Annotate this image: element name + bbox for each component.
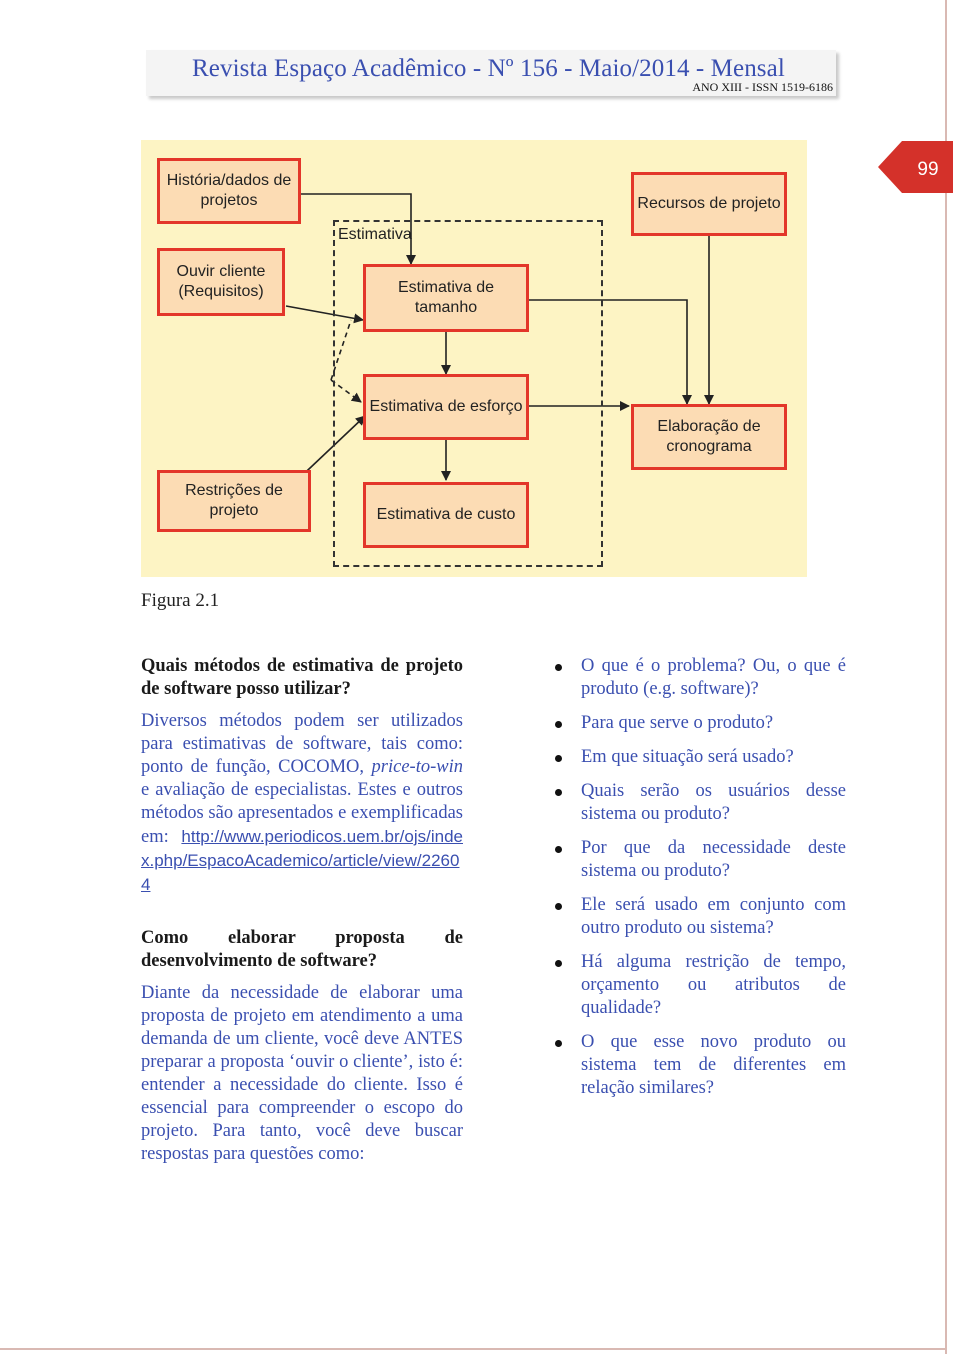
page-number: 99 bbox=[917, 159, 939, 180]
box-historia: História/dados de projetos bbox=[157, 158, 301, 224]
list-item: Quais serão os usuários desse sistema ou produto? bbox=[581, 780, 846, 826]
estimation-diagram bbox=[141, 140, 807, 577]
page-number-tab bbox=[878, 141, 953, 193]
bullet-icon bbox=[555, 664, 562, 671]
paragraph-proposta: Diante da necessidade de elaborar uma proposta de projeto em atendimento a uma demanda de um cliente, você deve ANTES preparar a proposta ‘ouvir o cliente’, isto é: entender a necessidade do cliente. Isso é essencial para compreender o escopo do projeto. Para tanto, você deve buscar respostas para questões como: bbox=[141, 983, 463, 1164]
bullet-icon bbox=[555, 789, 562, 796]
left-column bbox=[141, 655, 463, 1175]
article-link[interactable]: http://www.periodicos.uem.br/ojs/index.php/EspacoAcademico/article/view/22604 bbox=[141, 827, 463, 894]
right-column bbox=[581, 655, 846, 1111]
box-ouvir-cliente: Ouvir cliente (Requisitos) bbox=[157, 248, 285, 316]
bullet-icon bbox=[555, 721, 562, 728]
paragraph-metodos-italic: price-to-win bbox=[371, 757, 463, 777]
list-item: Há alguma restrição de tempo, orçamento ou atributos de qualidade? bbox=[581, 951, 846, 1020]
list-item: Ele será usado em conjunto com outro produto ou sistema? bbox=[581, 894, 846, 940]
box-recursos: Recursos de projeto bbox=[631, 172, 787, 236]
box-restricoes: Restrições de projeto bbox=[157, 470, 311, 532]
bullet-icon bbox=[555, 903, 562, 910]
journal-issn: ANO XIII - ISSN 1519-6186 bbox=[692, 80, 833, 94]
box-estimativa-esforco: Estimativa de esforço bbox=[363, 374, 529, 440]
bullet-icon bbox=[555, 960, 562, 967]
list-item: O que é o problema? Ou, o que é produto (e.g. software)? bbox=[581, 655, 846, 701]
paragraph-metodos-part2: e avaliação de especialistas. Estes e outros métodos são apresentados e exemplificadas em: bbox=[141, 780, 463, 847]
list-item: O que esse novo produto ou sistema tem de diferentes em relação similares? bbox=[581, 1031, 846, 1100]
bullet-icon bbox=[555, 1040, 562, 1047]
paragraph-metodos bbox=[141, 710, 463, 897]
list-item: Em que situação será usado? bbox=[581, 746, 846, 769]
estimativa-group-label: Estimativa bbox=[338, 226, 412, 243]
list-item: Por que da necessidade deste sistema ou produto? bbox=[581, 837, 846, 883]
page-frame-right bbox=[945, 0, 947, 1354]
box-cronograma: Elaboração de cronograma bbox=[631, 404, 787, 470]
heading-proposta: Como elaborar proposta de desenvolvimento de software? bbox=[141, 928, 463, 971]
bullet-icon bbox=[555, 846, 562, 853]
bullet-icon bbox=[555, 755, 562, 762]
journal-header bbox=[146, 50, 836, 96]
heading-metodos: Quais métodos de estimativa de projeto de software posso utilizar? bbox=[141, 656, 463, 699]
journal-title: Revista Espaço Acadêmico - Nº 156 - Maio/2014 - Mensal bbox=[192, 55, 785, 82]
box-estimativa-custo: Estimativa de custo bbox=[363, 482, 529, 548]
list-item: Para que serve o produto? bbox=[581, 712, 846, 735]
page-frame-bottom bbox=[0, 1348, 947, 1350]
box-estimativa-tamanho: Estimativa de tamanho bbox=[363, 264, 529, 332]
figure-caption: Figura 2.1 bbox=[141, 590, 220, 611]
paragraph-metodos-part1: Diversos métodos podem ser utilizados para estimativas de software, tais como: ponto de função, COCOMO, bbox=[141, 711, 463, 777]
